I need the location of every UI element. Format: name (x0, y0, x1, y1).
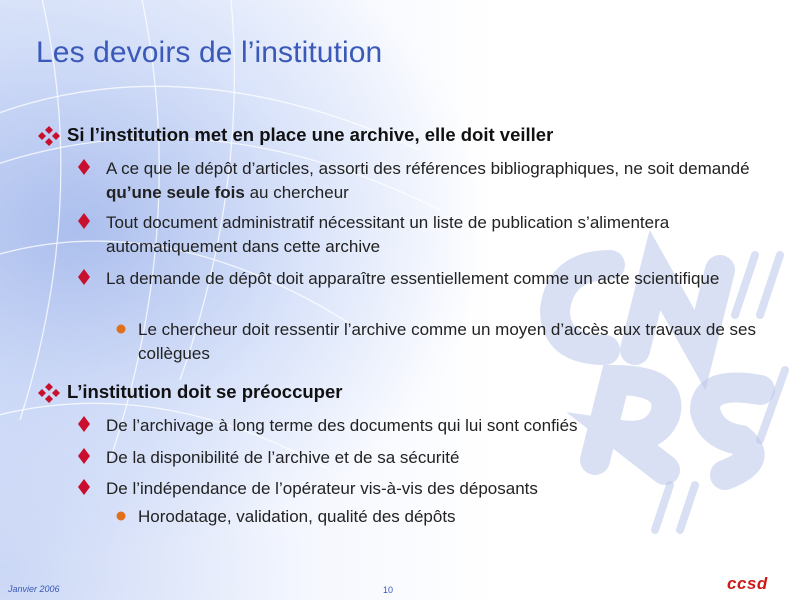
footer-date: Janvier 2006 (8, 584, 60, 594)
page-number: 10 (383, 585, 394, 595)
section-heading-text: L’institution doit se préoccuper (67, 381, 343, 402)
slide-title: Les devoirs de l’institution (36, 36, 383, 69)
section-heading-text: Si l’institution met en place une archive, elle doit veiller (67, 124, 554, 145)
bullet-text: De l’archivage à long terme des documents qui lui sont confiés (106, 416, 578, 435)
diamond-bullet-icon (78, 479, 90, 495)
bullet-text: Tout document administratif nécessitant un liste de publication s’alimentera automatiquement dans cette archive (106, 213, 670, 256)
diamond-bullet-icon (78, 269, 90, 285)
diamond-cluster-bullet-icon (38, 383, 60, 403)
round-bullet-icon (116, 511, 126, 521)
ccsd-logo: ccsd (727, 574, 768, 593)
bullet-text: A ce que le dépôt d’articles, assorti des références bibliographiques, ne soit demandé qu’une seule fois au chercheur (106, 159, 750, 202)
round-bullet-icon (116, 324, 126, 334)
diamond-bullet-icon (78, 416, 90, 432)
bullet-text: De la disponibilité de l’archive et de sa sécurité (106, 448, 460, 467)
bold-emphasis: qu’une seule fois (106, 183, 245, 202)
diamond-bullet-icon (78, 213, 90, 229)
bullet-text: De l’indépendance de l’opérateur vis-à-vis des déposants (106, 479, 538, 498)
sub-bullet-text: Le chercheur doit ressentir l’archive comme un moyen d’accès aux travaux de ses collègues (138, 320, 756, 363)
diamond-bullet-icon (78, 448, 90, 464)
sub-bullet-text: Horodatage, validation, qualité des dépôts (138, 507, 456, 526)
diamond-bullet-icon (78, 159, 90, 175)
bullet-text: La demande de dépôt doit apparaître essentiellement comme un acte scientifique (106, 269, 720, 288)
diamond-cluster-bullet-icon (38, 126, 60, 146)
